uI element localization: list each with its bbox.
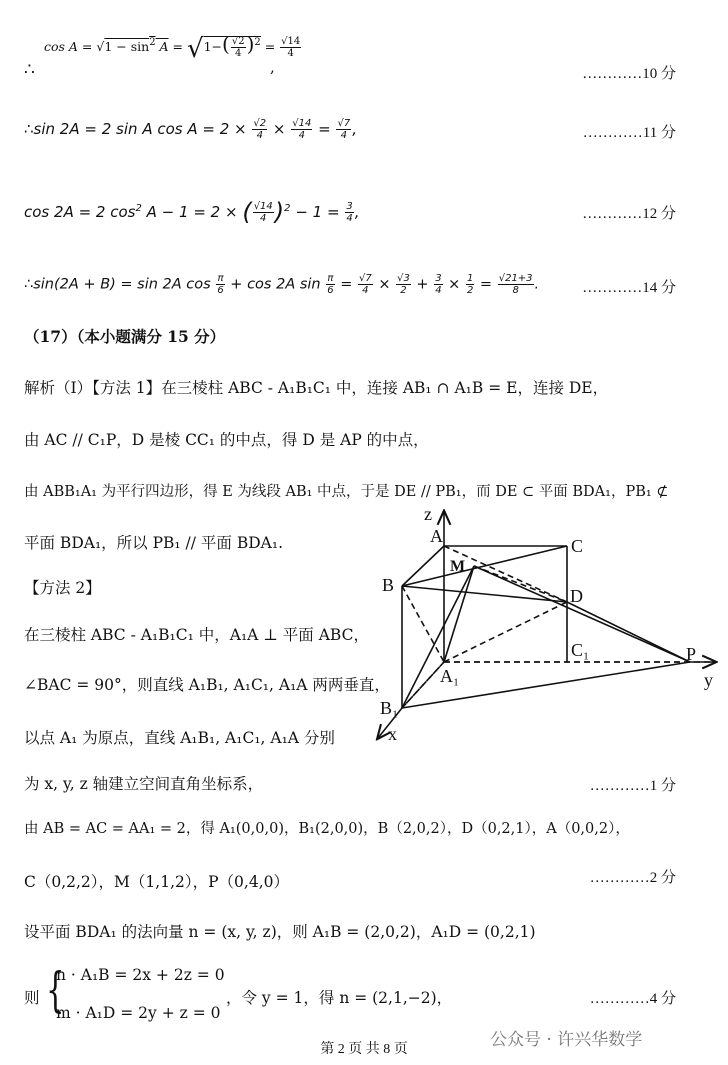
system-eq-2: m · A₁D = 2y + z = 0: [56, 1004, 221, 1022]
method1-line-c: 由 ABB₁A₁ 为平行四边形，得 E 为线段 AB₁ 中点，于是 DE // PB₁，而 DE ⊂ 平面 BDA₁，PB₁ ⊄: [24, 484, 669, 500]
score-12: …………12 分: [582, 206, 676, 222]
score-10: …………10 分: [582, 66, 676, 82]
page-footer: 第 2 页 共 8 页: [320, 1042, 408, 1057]
score-4: …………4 分: [589, 991, 676, 1007]
question-17-title: （17）（本小题满分 15 分）: [24, 327, 226, 346]
system-suffix: ，令 y = 1，得 n = (2,1,−2)，: [226, 989, 453, 1007]
label-B1: B₁: [380, 698, 399, 718]
label-C: C: [571, 536, 584, 556]
formula-sin-2a-b: ∴sin(2A + B) = sin 2A cos $\frac{\pi}{6}$ + cos 2A sin $\frac{\pi}{6}$ = $\frac{√7}{4}$ × $\frac{√3}{2}$ + $\frac{3}{4}$ × $\frac{1}{2}$ = $\frac{√21+3}{8}$ .: [24, 273, 540, 296]
label-M: M: [450, 558, 466, 575]
label-P: P: [686, 644, 697, 664]
formula-sin-2a: ∴sin 2A = 2 sin A cos A = 2 × $\frac{√2}{4}$ × $\frac{√14}{4}$ = $\frac{√7}{4}$ ,: [24, 118, 357, 141]
label-D: D: [570, 586, 583, 606]
comma: ,: [270, 58, 275, 76]
label-B: B: [382, 575, 395, 595]
method1-line-a: 解析（I）【方法 1】在三棱柱 ABC - A₁B₁C₁ 中，连接 AB₁ ∩ A₁B = E，连接 DE，: [24, 379, 609, 397]
method2-line-f: C（0,2,2），M（1,1,2），P（0,4,0）: [24, 873, 289, 891]
score-11: …………11 分: [582, 125, 676, 141]
method2-line-g: 设平面 BDA₁ 的法向量 n = (x, y, z)，则 A₁B = (2,0,2)，A₁D = (0,2,1): [24, 923, 536, 941]
label-y: y: [704, 670, 713, 690]
label-x: x: [388, 724, 397, 744]
method1-line-d: 平面 BDA₁，所以 PB₁ // 平面 BDA₁.: [24, 534, 283, 552]
score-1: …………1 分: [589, 778, 676, 794]
system-prefix: 则: [24, 989, 40, 1007]
score-2: …………2 分: [589, 870, 676, 886]
method2-line-a: 在三棱柱 ABC - A₁B₁C₁ 中，A₁A ⊥ 平面 ABC，: [24, 626, 369, 644]
prism-figure: [370, 500, 725, 745]
method2-line-c: 以点 A₁ 为原点，直线 A₁B₁, A₁C₁, A₁A 分别: [24, 729, 335, 747]
method2-line-b: ∠BAC = 90°，则直线 A₁B₁, A₁C₁, A₁A 两两垂直，: [24, 676, 390, 694]
label-z: z: [424, 504, 432, 524]
score-14: …………14 分: [582, 280, 676, 296]
system-brace: {: [46, 962, 65, 1018]
label-C1: C₁: [571, 640, 590, 660]
method1-line-b: 由 AC // C₁P，D 是棱 CC₁ 的中点，得 D 是 AP 的中点，: [24, 431, 429, 449]
formula-cos-2a: cos 2A = 2 $\cos^2 A - 1 = 2$ × ( $\frac{√14}{4}$ )$^2$ − 1 = $\frac{3}{4}$ ,: [24, 198, 360, 226]
therefore-symbol: ∴: [24, 60, 35, 80]
formula-cos-a: $\cos A = √1 - \sin^2 A = √1-$( $\frac{√2}{4}$ )$^2$ = $\frac{√14}{4}$: [44, 32, 301, 64]
method2-line-d: 为 x, y, z 轴建立空间直角坐标系，: [24, 775, 264, 793]
system-eq-1: n · A₁B = 2x + 2z = 0: [56, 966, 225, 984]
label-A: A: [430, 526, 443, 546]
watermark: 公众号 · 许兴华数学: [490, 1030, 643, 1050]
label-A1: A₁: [440, 666, 460, 686]
method2-line-e: 由 AB = AC = AA₁ = 2，得 A₁(0,0,0)，B₁(2,0,0)，B（2,0,2），D（0,2,1），A（0,0,2），: [24, 821, 630, 837]
method2-title: 【方法 2】: [24, 579, 101, 597]
